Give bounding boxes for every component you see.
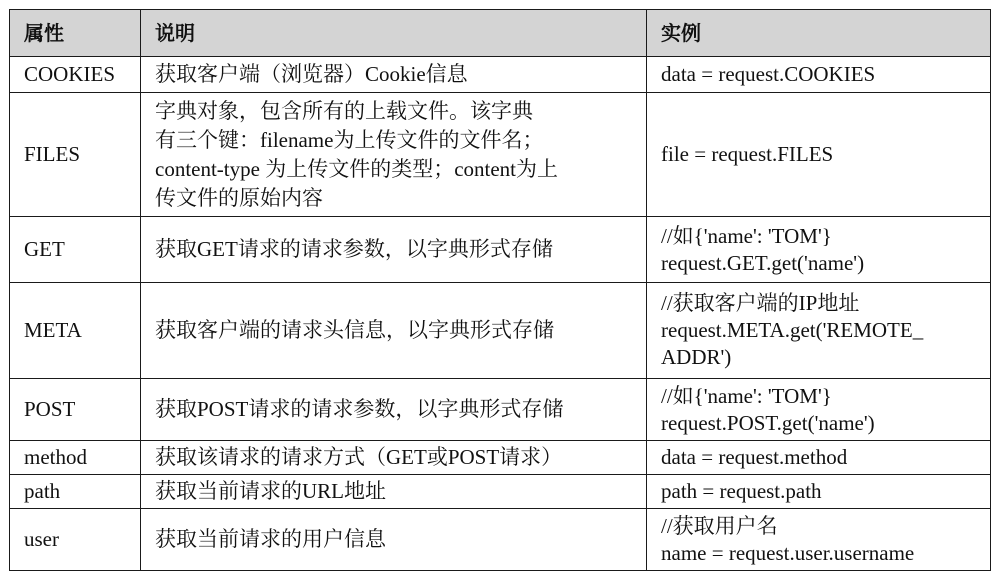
desc-cell [141,217,647,283]
table-row [10,509,991,571]
attr-cell: user [10,509,141,571]
desc-line: 获取GET请求的请求参数，以字典形式存储 [155,237,553,261]
example-line: data = request.COOKIES [661,62,876,86]
header-description: 说明 [141,10,647,57]
header-example: 实例 [647,10,991,57]
table-row [10,283,991,379]
example-line: request.GET.get('name') [661,250,865,275]
example-line: data = request.method [661,445,848,469]
desc-cell [141,509,647,571]
example-line: //获取用户名 [661,513,778,538]
example-line: name = request.user.username [661,540,915,565]
header-attribute: 属性 [10,10,141,57]
desc-cell [141,379,647,441]
desc-line: content-type 为上传文件的类型；content为上 [155,156,559,181]
table-row [10,57,991,93]
example-line: path = request.path [661,479,822,503]
attr-cell: COOKIES [10,57,141,93]
desc-cell [141,441,647,475]
example-line: ADDR') [661,345,732,369]
example-line: file = request.FILES [661,142,834,166]
desc-cell [141,475,647,509]
example-cell [647,57,991,93]
desc-line: 传文件的原始内容 [155,185,323,210]
header-row [10,10,991,57]
desc-line: 获取客户端的请求头信息，以字典形式存储 [155,318,554,342]
example-line: request.META.get('REMOTE_ [661,318,924,342]
desc-cell [141,93,647,217]
attr-cell: method [10,441,141,475]
example-line: request.POST.get('name') [661,410,875,435]
attr-cell: GET [10,217,141,283]
attr-cell: META [10,283,141,379]
desc-line: 获取POST请求的请求参数，以字典形式存储 [155,397,564,421]
desc-line: 有三个键：filename为上传文件的文件名； [155,127,544,152]
table-row [10,93,991,217]
desc-cell [141,57,647,93]
example-line: //如{'name': 'TOM'} [661,223,832,248]
desc-line: 获取客户端（浏览器）Cookie信息 [155,62,468,86]
desc-line: 获取该请求的请求方式（GET或POST请求） [155,445,563,469]
example-cell [647,283,991,379]
attr-cell: FILES [10,93,141,217]
example-cell [647,93,991,217]
example-line: //如{'name': 'TOM'} [661,383,832,408]
example-cell [647,217,991,283]
table-row [10,441,991,475]
example-cell [647,475,991,509]
table-row [10,475,991,509]
desc-cell [141,283,647,379]
desc-line: 获取当前请求的用户信息 [155,527,386,551]
example-cell [647,509,991,571]
example-cell [647,379,991,441]
table-row [10,379,991,441]
request-attributes-table [9,9,991,571]
attr-cell: path [10,475,141,509]
example-cell [647,441,991,475]
table-row [10,217,991,283]
desc-line: 字典对象，包含所有的上载文件。该字典 [155,98,533,123]
example-line: //获取客户端的IP地址 [661,291,860,315]
attr-cell: POST [10,379,141,441]
desc-line: 获取当前请求的URL地址 [155,479,386,503]
